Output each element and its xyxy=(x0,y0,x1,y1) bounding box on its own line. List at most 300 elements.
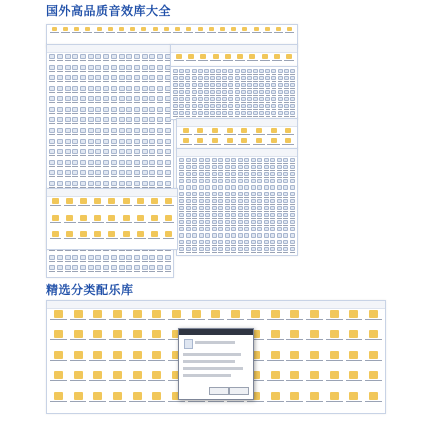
audio-file-icon[interactable] xyxy=(64,128,71,138)
audio-file-icon[interactable] xyxy=(204,69,209,75)
audio-file-icon[interactable] xyxy=(199,227,205,233)
folder-icon[interactable] xyxy=(128,330,147,349)
audio-file-icon[interactable] xyxy=(228,104,233,110)
audio-file-icon[interactable] xyxy=(244,220,250,226)
folder-icon[interactable] xyxy=(285,330,304,349)
audio-file-icon[interactable] xyxy=(126,107,133,117)
audio-file-icon[interactable] xyxy=(179,158,185,164)
audio-file-icon[interactable] xyxy=(228,90,233,96)
audio-file-icon[interactable] xyxy=(259,69,264,75)
audio-file-icon[interactable] xyxy=(87,255,94,265)
audio-file-icon[interactable] xyxy=(192,185,198,191)
audio-file-icon[interactable] xyxy=(179,172,185,178)
audio-file-icon[interactable] xyxy=(290,233,296,239)
audio-file-icon[interactable] xyxy=(216,104,221,110)
audio-file-icon[interactable] xyxy=(57,255,64,265)
audio-file-icon[interactable] xyxy=(264,247,270,253)
audio-file-icon[interactable] xyxy=(179,185,185,191)
audio-file-icon[interactable] xyxy=(134,255,141,265)
audio-file-icon[interactable] xyxy=(218,233,224,239)
audio-file-icon[interactable] xyxy=(157,86,164,96)
audio-file-icon[interactable] xyxy=(212,199,218,205)
audio-file-icon[interactable] xyxy=(111,170,118,180)
folder-icon[interactable] xyxy=(88,310,107,329)
audio-file-icon[interactable] xyxy=(72,65,79,75)
audio-file-icon[interactable] xyxy=(264,233,270,239)
audio-file-icon[interactable] xyxy=(95,170,102,180)
audio-file-icon[interactable] xyxy=(57,117,64,127)
audio-file-icon[interactable] xyxy=(49,265,56,275)
audio-file-icon[interactable] xyxy=(80,255,87,265)
folder-icon[interactable] xyxy=(139,27,149,45)
audio-file-icon[interactable] xyxy=(277,192,283,198)
audio-file-icon[interactable] xyxy=(157,65,164,75)
audio-file-icon[interactable] xyxy=(278,90,283,96)
audio-file-icon[interactable] xyxy=(216,111,221,117)
audio-file-icon[interactable] xyxy=(222,69,227,75)
audio-file-icon[interactable] xyxy=(244,240,250,246)
audio-file-icon[interactable] xyxy=(111,107,118,117)
audio-file-icon[interactable] xyxy=(192,240,198,246)
audio-file-icon[interactable] xyxy=(216,76,221,82)
audio-file-icon[interactable] xyxy=(134,139,141,149)
audio-file-icon[interactable] xyxy=(111,117,118,127)
folder-icon[interactable] xyxy=(49,310,68,329)
audio-file-icon[interactable] xyxy=(225,213,231,219)
audio-file-icon[interactable] xyxy=(238,206,244,212)
folder-icon[interactable] xyxy=(105,27,115,45)
audio-file-icon[interactable] xyxy=(95,107,102,117)
audio-file-icon[interactable] xyxy=(283,172,289,178)
audio-file-icon[interactable] xyxy=(270,233,276,239)
audio-file-icon[interactable] xyxy=(278,69,283,75)
audio-file-icon[interactable] xyxy=(141,160,148,170)
audio-file-icon[interactable] xyxy=(134,54,141,64)
audio-file-icon[interactable] xyxy=(218,165,224,171)
audio-file-icon[interactable] xyxy=(270,240,276,246)
audio-file-icon[interactable] xyxy=(64,170,71,180)
folder-icon[interactable] xyxy=(281,128,295,137)
audio-file-icon[interactable] xyxy=(212,247,218,253)
audio-file-icon[interactable] xyxy=(192,192,198,198)
audio-file-icon[interactable] xyxy=(179,206,185,212)
audio-file-icon[interactable] xyxy=(225,247,231,253)
audio-file-icon[interactable] xyxy=(251,165,257,171)
audio-file-icon[interactable] xyxy=(103,149,110,159)
audio-file-icon[interactable] xyxy=(57,128,64,138)
audio-file-icon[interactable] xyxy=(198,83,203,89)
audio-file-icon[interactable] xyxy=(244,213,250,219)
audio-file-icon[interactable] xyxy=(270,185,276,191)
audio-file-icon[interactable] xyxy=(251,247,257,253)
audio-file-icon[interactable] xyxy=(134,65,141,75)
audio-file-icon[interactable] xyxy=(198,76,203,82)
audio-file-icon[interactable] xyxy=(118,65,125,75)
audio-file-icon[interactable] xyxy=(290,76,295,82)
audio-file-icon[interactable] xyxy=(118,128,125,138)
audio-file-icon[interactable] xyxy=(64,149,71,159)
audio-file-icon[interactable] xyxy=(72,107,79,117)
address-bar[interactable] xyxy=(177,149,297,157)
folder-icon[interactable] xyxy=(345,351,364,370)
folder-icon[interactable] xyxy=(262,27,272,45)
audio-file-icon[interactable] xyxy=(235,76,240,82)
audio-file-icon[interactable] xyxy=(64,54,71,64)
audio-file-icon[interactable] xyxy=(218,240,224,246)
folder-icon[interactable] xyxy=(49,198,62,214)
audio-file-icon[interactable] xyxy=(179,247,185,253)
audio-file-icon[interactable] xyxy=(185,90,190,96)
audio-file-icon[interactable] xyxy=(222,111,227,117)
audio-file-icon[interactable] xyxy=(126,149,133,159)
audio-file-icon[interactable] xyxy=(222,76,227,82)
audio-file-icon[interactable] xyxy=(72,149,79,159)
folder-icon[interactable] xyxy=(69,371,88,390)
audio-file-icon[interactable] xyxy=(212,185,218,191)
audio-file-icon[interactable] xyxy=(212,172,218,178)
cancel-button[interactable] xyxy=(209,387,229,395)
audio-file-icon[interactable] xyxy=(57,96,64,106)
audio-file-icon[interactable] xyxy=(284,76,289,82)
audio-file-icon[interactable] xyxy=(270,158,276,164)
audio-file-icon[interactable] xyxy=(186,172,192,178)
audio-file-icon[interactable] xyxy=(126,170,133,180)
audio-file-icon[interactable] xyxy=(186,240,192,246)
audio-file-icon[interactable] xyxy=(157,160,164,170)
audio-file-icon[interactable] xyxy=(157,265,164,275)
audio-file-icon[interactable] xyxy=(231,179,237,185)
folder-icon[interactable] xyxy=(49,351,68,370)
folder-icon[interactable] xyxy=(69,310,88,329)
audio-file-icon[interactable] xyxy=(283,220,289,226)
audio-file-icon[interactable] xyxy=(103,170,110,180)
audio-file-icon[interactable] xyxy=(191,69,196,75)
folder-icon[interactable] xyxy=(49,392,68,411)
audio-file-icon[interactable] xyxy=(244,192,250,198)
audio-file-icon[interactable] xyxy=(64,96,71,106)
audio-file-icon[interactable] xyxy=(218,172,224,178)
folder-icon[interactable] xyxy=(267,128,281,137)
audio-file-icon[interactable] xyxy=(265,111,270,117)
audio-file-icon[interactable] xyxy=(186,220,192,226)
audio-file-icon[interactable] xyxy=(49,149,56,159)
audio-file-icon[interactable] xyxy=(164,265,171,275)
folder-icon[interactable] xyxy=(134,198,147,214)
audio-file-icon[interactable] xyxy=(179,104,184,110)
audio-file-icon[interactable] xyxy=(103,117,110,127)
audio-file-icon[interactable] xyxy=(72,170,79,180)
audio-file-icon[interactable] xyxy=(149,170,156,180)
audio-file-icon[interactable] xyxy=(198,97,203,103)
audio-file-icon[interactable] xyxy=(247,69,252,75)
audio-file-icon[interactable] xyxy=(141,170,148,180)
folder-icon[interactable] xyxy=(108,371,127,390)
audio-file-icon[interactable] xyxy=(278,104,283,110)
audio-file-icon[interactable] xyxy=(225,233,231,239)
audio-file-icon[interactable] xyxy=(149,96,156,106)
folder-icon[interactable] xyxy=(364,310,383,329)
audio-file-icon[interactable] xyxy=(251,185,257,191)
audio-file-icon[interactable] xyxy=(290,158,296,164)
audio-file-icon[interactable] xyxy=(72,128,79,138)
audio-file-icon[interactable] xyxy=(157,54,164,64)
address-bar[interactable] xyxy=(47,301,385,309)
audio-file-icon[interactable] xyxy=(212,206,218,212)
audio-file-icon[interactable] xyxy=(257,206,263,212)
audio-file-icon[interactable] xyxy=(179,76,184,82)
folder-icon[interactable] xyxy=(226,310,245,329)
folder-icon[interactable] xyxy=(120,198,133,214)
audio-file-icon[interactable] xyxy=(257,158,263,164)
audio-file-icon[interactable] xyxy=(277,165,283,171)
audio-file-icon[interactable] xyxy=(64,139,71,149)
audio-file-icon[interactable] xyxy=(87,96,94,106)
audio-file-icon[interactable] xyxy=(126,255,133,265)
audio-file-icon[interactable] xyxy=(265,69,270,75)
audio-file-icon[interactable] xyxy=(270,220,276,226)
audio-file-icon[interactable] xyxy=(205,199,211,205)
audio-file-icon[interactable] xyxy=(186,185,192,191)
audio-file-icon[interactable] xyxy=(271,111,276,117)
folder-icon[interactable] xyxy=(128,392,147,411)
audio-file-icon[interactable] xyxy=(257,240,263,246)
audio-file-icon[interactable] xyxy=(87,75,94,85)
audio-file-icon[interactable] xyxy=(149,160,156,170)
audio-file-icon[interactable] xyxy=(222,104,227,110)
folder-icon[interactable] xyxy=(281,138,295,147)
audio-file-icon[interactable] xyxy=(118,117,125,127)
folder-icon[interactable] xyxy=(148,215,161,231)
audio-file-icon[interactable] xyxy=(103,75,110,85)
folder-icon[interactable] xyxy=(194,138,208,147)
audio-file-icon[interactable] xyxy=(198,111,203,117)
audio-file-icon[interactable] xyxy=(149,107,156,117)
audio-file-icon[interactable] xyxy=(257,233,263,239)
audio-file-icon[interactable] xyxy=(251,227,257,233)
audio-file-icon[interactable] xyxy=(111,139,118,149)
audio-file-icon[interactable] xyxy=(284,104,289,110)
folder-icon[interactable] xyxy=(94,27,104,45)
audio-file-icon[interactable] xyxy=(126,86,133,96)
audio-file-icon[interactable] xyxy=(290,83,295,89)
audio-file-icon[interactable] xyxy=(87,86,94,96)
audio-file-icon[interactable] xyxy=(149,54,156,64)
audio-file-icon[interactable] xyxy=(238,199,244,205)
folder-icon[interactable] xyxy=(148,330,167,349)
audio-file-icon[interactable] xyxy=(64,265,71,275)
audio-file-icon[interactable] xyxy=(290,179,296,185)
audio-file-icon[interactable] xyxy=(192,165,198,171)
folder-icon[interactable] xyxy=(266,351,285,370)
audio-file-icon[interactable] xyxy=(64,160,71,170)
audio-file-icon[interactable] xyxy=(49,139,56,149)
folder-icon[interactable] xyxy=(108,351,127,370)
audio-file-icon[interactable] xyxy=(103,96,110,106)
audio-file-icon[interactable] xyxy=(210,111,215,117)
audio-file-icon[interactable] xyxy=(204,90,209,96)
audio-file-icon[interactable] xyxy=(173,69,178,75)
audio-file-icon[interactable] xyxy=(186,192,192,198)
folder-icon[interactable] xyxy=(148,198,161,214)
audio-file-icon[interactable] xyxy=(277,158,283,164)
audio-file-icon[interactable] xyxy=(164,149,171,159)
audio-file-icon[interactable] xyxy=(205,158,211,164)
audio-file-icon[interactable] xyxy=(173,76,178,82)
audio-file-icon[interactable] xyxy=(212,233,218,239)
audio-file-icon[interactable] xyxy=(185,104,190,110)
audio-file-icon[interactable] xyxy=(95,128,102,138)
audio-file-icon[interactable] xyxy=(218,220,224,226)
audio-file-icon[interactable] xyxy=(283,185,289,191)
audio-file-icon[interactable] xyxy=(157,139,164,149)
audio-file-icon[interactable] xyxy=(235,111,240,117)
audio-file-icon[interactable] xyxy=(251,206,257,212)
audio-file-icon[interactable] xyxy=(157,128,164,138)
audio-file-icon[interactable] xyxy=(164,128,171,138)
audio-file-icon[interactable] xyxy=(264,220,270,226)
folder-icon[interactable] xyxy=(364,351,383,370)
audio-file-icon[interactable] xyxy=(87,139,94,149)
audio-file-icon[interactable] xyxy=(141,54,148,64)
audio-file-icon[interactable] xyxy=(87,65,94,75)
audio-file-icon[interactable] xyxy=(199,179,205,185)
audio-file-icon[interactable] xyxy=(192,206,198,212)
audio-file-icon[interactable] xyxy=(179,179,185,185)
audio-file-icon[interactable] xyxy=(57,65,64,75)
audio-file-icon[interactable] xyxy=(270,206,276,212)
folder-icon[interactable] xyxy=(229,27,239,45)
audio-file-icon[interactable] xyxy=(192,179,198,185)
audio-file-icon[interactable] xyxy=(186,179,192,185)
audio-file-icon[interactable] xyxy=(80,54,87,64)
audio-file-icon[interactable] xyxy=(210,83,215,89)
audio-file-icon[interactable] xyxy=(192,172,198,178)
audio-file-icon[interactable] xyxy=(49,117,56,127)
audio-file-icon[interactable] xyxy=(149,117,156,127)
audio-file-icon[interactable] xyxy=(157,117,164,127)
audio-file-icon[interactable] xyxy=(80,170,87,180)
audio-file-icon[interactable] xyxy=(277,185,283,191)
audio-file-icon[interactable] xyxy=(87,265,94,275)
audio-file-icon[interactable] xyxy=(157,75,164,85)
audio-file-icon[interactable] xyxy=(212,165,218,171)
audio-file-icon[interactable] xyxy=(264,192,270,198)
folder-icon[interactable] xyxy=(77,215,90,231)
audio-file-icon[interactable] xyxy=(264,227,270,233)
audio-file-icon[interactable] xyxy=(284,83,289,89)
audio-file-icon[interactable] xyxy=(126,65,133,75)
audio-file-icon[interactable] xyxy=(179,111,184,117)
audio-file-icon[interactable] xyxy=(186,158,192,164)
folder-icon[interactable] xyxy=(120,215,133,231)
audio-file-icon[interactable] xyxy=(185,111,190,117)
audio-file-icon[interactable] xyxy=(164,170,171,180)
audio-file-icon[interactable] xyxy=(199,192,205,198)
audio-file-icon[interactable] xyxy=(103,128,110,138)
audio-file-icon[interactable] xyxy=(244,206,250,212)
folder-icon[interactable] xyxy=(134,231,147,247)
audio-file-icon[interactable] xyxy=(278,76,283,82)
audio-file-icon[interactable] xyxy=(204,111,209,117)
audio-file-icon[interactable] xyxy=(49,54,56,64)
audio-file-icon[interactable] xyxy=(265,97,270,103)
audio-file-icon[interactable] xyxy=(126,96,133,106)
audio-file-icon[interactable] xyxy=(290,97,295,103)
audio-file-icon[interactable] xyxy=(218,206,224,212)
audio-file-icon[interactable] xyxy=(185,76,190,82)
audio-file-icon[interactable] xyxy=(231,158,237,164)
audio-file-icon[interactable] xyxy=(225,199,231,205)
audio-file-icon[interactable] xyxy=(265,104,270,110)
audio-file-icon[interactable] xyxy=(141,265,148,275)
audio-file-icon[interactable] xyxy=(72,255,79,265)
audio-file-icon[interactable] xyxy=(111,86,118,96)
audio-file-icon[interactable] xyxy=(179,97,184,103)
audio-file-icon[interactable] xyxy=(231,172,237,178)
audio-file-icon[interactable] xyxy=(111,255,118,265)
audio-file-icon[interactable] xyxy=(103,139,110,149)
audio-file-icon[interactable] xyxy=(283,192,289,198)
folder-icon[interactable] xyxy=(252,128,266,137)
audio-file-icon[interactable] xyxy=(199,233,205,239)
audio-file-icon[interactable] xyxy=(199,158,205,164)
folder-icon[interactable] xyxy=(195,27,205,45)
audio-file-icon[interactable] xyxy=(205,192,211,198)
folder-icon[interactable] xyxy=(305,371,324,390)
audio-file-icon[interactable] xyxy=(264,240,270,246)
audio-file-icon[interactable] xyxy=(284,90,289,96)
audio-file-icon[interactable] xyxy=(225,158,231,164)
audio-file-icon[interactable] xyxy=(95,65,102,75)
audio-file-icon[interactable] xyxy=(80,128,87,138)
audio-file-icon[interactable] xyxy=(278,83,283,89)
audio-file-icon[interactable] xyxy=(199,199,205,205)
audio-file-icon[interactable] xyxy=(87,128,94,138)
audio-file-icon[interactable] xyxy=(290,220,296,226)
audio-file-icon[interactable] xyxy=(228,76,233,82)
audio-file-icon[interactable] xyxy=(118,255,125,265)
audio-file-icon[interactable] xyxy=(271,90,276,96)
audio-file-icon[interactable] xyxy=(103,107,110,117)
audio-file-icon[interactable] xyxy=(212,179,218,185)
folder-icon[interactable] xyxy=(105,215,118,231)
folder-icon[interactable] xyxy=(128,351,147,370)
folder-icon[interactable] xyxy=(285,371,304,390)
audio-file-icon[interactable] xyxy=(134,75,141,85)
audio-file-icon[interactable] xyxy=(257,179,263,185)
audio-file-icon[interactable] xyxy=(87,170,94,180)
audio-file-icon[interactable] xyxy=(179,90,184,96)
audio-file-icon[interactable] xyxy=(290,199,296,205)
audio-file-icon[interactable] xyxy=(241,111,246,117)
audio-file-icon[interactable] xyxy=(270,165,276,171)
audio-file-icon[interactable] xyxy=(205,165,211,171)
folder-icon[interactable] xyxy=(150,27,160,45)
audio-file-icon[interactable] xyxy=(103,65,110,75)
audio-file-icon[interactable] xyxy=(244,247,250,253)
audio-file-icon[interactable] xyxy=(212,192,218,198)
audio-file-icon[interactable] xyxy=(241,83,246,89)
audio-file-icon[interactable] xyxy=(271,104,276,110)
audio-file-icon[interactable] xyxy=(111,96,118,106)
audio-file-icon[interactable] xyxy=(210,69,215,75)
folder-icon[interactable] xyxy=(105,198,118,214)
audio-file-icon[interactable] xyxy=(149,75,156,85)
folder-icon[interactable] xyxy=(238,128,252,137)
audio-file-icon[interactable] xyxy=(290,111,295,117)
audio-file-icon[interactable] xyxy=(191,97,196,103)
folder-icon[interactable] xyxy=(325,371,344,390)
